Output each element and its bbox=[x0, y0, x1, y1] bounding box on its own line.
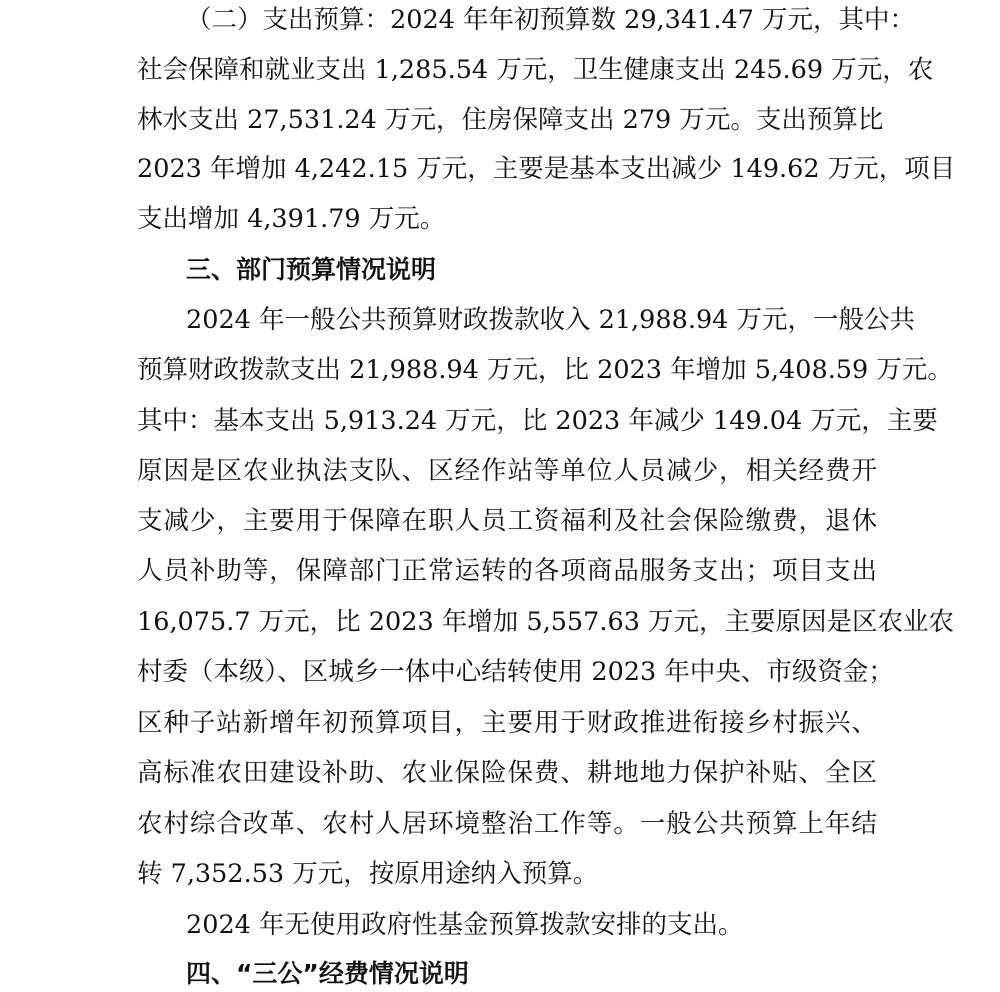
section-heading-three-public-expenses: 四、“三公”经费情况说明 bbox=[186, 959, 469, 988]
department-budget-line-3: 其中：基本支出 5,913.24 万元，比 2023 年减少 149.04 万元，主要 bbox=[137, 406, 938, 436]
department-budget-line-11: 农村综合改革、农村人居环境整治工作等。一般公共预算上年结 bbox=[137, 809, 877, 839]
department-budget-line-6: 人员补助等，保障部门正常运转的各项商品服务支出；项目支出 bbox=[137, 556, 877, 586]
department-budget-line-2: 预算财政拨款支出 21,988.94 万元，比 2023 年增加 5,408.59 万元。 bbox=[137, 355, 953, 385]
department-budget-line-5: 支减少，主要用于保障在职人员工资福利及社会保险缴费，退休 bbox=[137, 506, 877, 536]
government-fund-note: 2024 年无使用政府性基金预算拨款安排的支出。 bbox=[186, 910, 744, 940]
expenditure-budget-line-5: 支出增加 4,391.79 万元。 bbox=[137, 204, 446, 234]
department-budget-line-12: 转 7,352.53 万元，按原用途纳入预算。 bbox=[137, 859, 599, 889]
department-budget-line-10: 高标准农田建设补助、农业保险保费、耕地地力保护补贴、全区 bbox=[137, 758, 877, 788]
section-heading-department-budget: 三、部门预算情况说明 bbox=[186, 255, 437, 284]
department-budget-line-7: 16,075.7 万元，比 2023 年增加 5,557.63 万元，主要原因是区农业农 bbox=[137, 607, 955, 637]
department-budget-line-8: 村委（本级）、区城乡一体中心结转使用 2023 年中央、市级资金； bbox=[137, 657, 894, 687]
expenditure-budget-line-4: 2023 年增加 4,242.15 万元，主要是基本支出减少 149.62 万元，项目 bbox=[137, 154, 956, 184]
department-budget-line-1: 2024 年一般公共预算财政拨款收入 21,988.94 万元，一般公共 bbox=[186, 305, 915, 335]
expenditure-budget-line-2: 社会保障和就业支出 1,285.54 万元，卫生健康支出 245.69 万元，农 bbox=[137, 55, 934, 85]
department-budget-line-9: 区种子站新增年初预算项目，主要用于财政推进衔接乡村振兴、 bbox=[137, 708, 877, 738]
department-budget-line-4: 原因是区农业执法支队、区经作站等单位人员减少，相关经费开 bbox=[137, 456, 877, 486]
expenditure-budget-line-1: （二）支出预算：2024 年年初预算数 29,341.47 万元，其中： bbox=[186, 5, 915, 35]
expenditure-budget-line-3: 林水支出 27,531.24 万元，住房保障支出 279 万元。支出预算比 bbox=[137, 105, 884, 135]
